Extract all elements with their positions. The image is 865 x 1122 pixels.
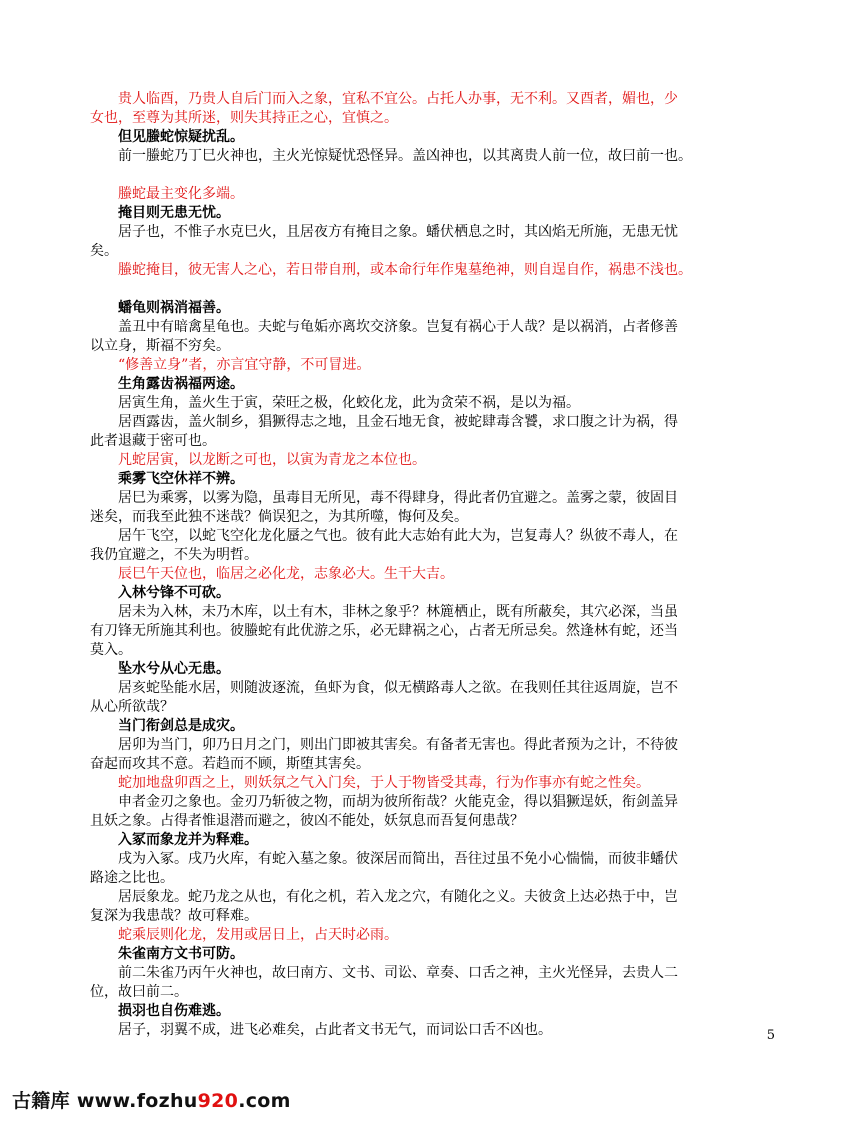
body-line: 居亥蛇坠能水居，则随波逐流，鱼虾为食，似无横路毒人之欲。在我则任其往返周旋，岂不 xyxy=(118,680,678,696)
watermark-brand: 古籍库 xyxy=(12,1090,70,1112)
verse-heading: 入林兮锋不可砍。 xyxy=(118,585,230,601)
body-line: 且妖之象。占得者惟退潜而避之，彼凶不能处，妖氛息而吾复何患哉？ xyxy=(90,813,524,829)
annotation-line: 螣蛇最主变化多端。 xyxy=(118,186,244,202)
verse-heading: 掩目则无患无忧。 xyxy=(118,205,230,221)
body-line: 路途之比也。 xyxy=(90,870,174,886)
annotation-line: 蛇乘辰则化龙，发用或居日上，占天时必雨。 xyxy=(118,927,398,943)
page-number: 5 xyxy=(766,1028,775,1043)
body-line: 前二朱雀乃丙午火神也，故曰南方、文书、司讼、章奏、口舌之神，主火光怪异，去贵人二 xyxy=(118,965,678,981)
body-line: 居寅生角，盖火生于寅，荣旺之极，化蛟化龙，此为贪荣不祸，是以为福。 xyxy=(118,395,580,411)
annotation-line: 辰巳午天位也，临居之必化龙，志象必大。生干大吉。 xyxy=(118,566,454,582)
body-line: 矣。 xyxy=(90,243,118,259)
body-line: 居酉露齿，盖火制乡，猖獗得志之地，且金石地无食，被蛇肆毒含饕，求口腹之计为祸，得 xyxy=(118,414,678,430)
verse-heading: 生角露齿祸福两途。 xyxy=(118,376,244,392)
body-line: 居子也，不惟子水克巳火，且居夜方有掩目之象。蟠伏栖息之时，其凶焰无所施，无患无忧 xyxy=(118,224,678,240)
verse-heading: 蟠龟则祸消福善。 xyxy=(118,300,230,316)
body-line: 居巳为乘雾，以雾为隐，虽毒目无所见，毒不得肆身，得此者仍宜避之。盖雾之蒙，彼固目 xyxy=(118,490,678,506)
verse-heading: 当门衔剑总是成灾。 xyxy=(118,718,244,734)
body-line: 居午飞空，以蛇飞空化龙化蜃之气也。彼有此大志始有此大为，岂复毒人？纵彼不毒人，在 xyxy=(118,528,678,544)
body-line: 居未为入林，未乃木库，以土有木，非林之象乎？林簏栖止，既有所蔽矣，其穴必深，当虽 xyxy=(118,604,678,620)
body-line: 前一螣蛇乃丁巳火神也，主火光惊疑忧恐怪异。盖凶神也，以其离贵人前一位，故曰前一也。 xyxy=(118,148,692,164)
watermark-url: www.fozhu920.com xyxy=(76,1090,291,1112)
body-line: 申者金刃之象也。金刃乃斩彼之物，而胡为彼所衔哉？火能克金，得以猖獗逞妖，衔剑盖异 xyxy=(118,794,678,810)
annotation-line: 贵人临酉，乃贵人自后门而入之象，宜私不宜公。占托人办事，无不利。又酉者，媚也，少 xyxy=(118,91,678,107)
body-line: 迷矣，而我至此独不迷哉？倘误犯之，为其所噬，悔何及矣。 xyxy=(90,509,468,525)
body-line: 有刀锋无所施其利也。彼螣蛇有此优游之乐，必无肆祸之心，占者无所忌矣。然逢林有蛇，还当 xyxy=(90,623,678,639)
body-line: 戌为入冢。戌乃火库，有蛇入墓之象。彼深居而简出，吾往过虽不免小心惴惴，而彼非蟠伏 xyxy=(118,851,678,867)
body-line: 我仍宜避之，不失为明哲。 xyxy=(90,547,258,563)
body-line: 奋起而攻其不意。若趋而不顾，斯堕其害矣。 xyxy=(90,756,370,772)
body-line: 居卯为当门，卯乃日月之门，则出门即被其害矣。有备者无害也。得此者预为之计，不待彼 xyxy=(118,737,678,753)
body-line: 以立身，斯福不穷矣。 xyxy=(90,338,230,354)
verse-heading: 朱雀南方文书可防。 xyxy=(118,946,244,962)
body-line: 盖丑中有暗禽星龟也。夫蛇与龟姤亦离坎交济象。岂复有祸心于人哉？是以祸消，占者修善 xyxy=(118,319,678,335)
verse-heading: 但见螣蛇惊疑扰乱。 xyxy=(118,129,244,145)
body-line: 从心所欲哉？ xyxy=(90,699,174,715)
body-line: 莫入。 xyxy=(90,642,132,658)
body-line: 位，故曰前二。 xyxy=(90,984,188,1000)
verse-heading: 入冢而象龙并为释难。 xyxy=(118,832,258,848)
verse-heading: 损羽也自伤难逃。 xyxy=(118,1003,230,1019)
annotation-line: “修善立身”者，亦言宜守静，不可冒进。 xyxy=(118,357,371,373)
verse-heading: 坠水兮从心无患。 xyxy=(118,661,230,677)
annotation-line: 蛇加地盘卯酉之上，则妖氛之气入门矣，于人于物皆受其毒，行为作事亦有蛇之性矣。 xyxy=(118,775,650,791)
watermark-footer xyxy=(12,1086,291,1113)
body-line: 此者退藏于密可也。 xyxy=(90,433,216,449)
body-line: 居子，羽翼不成，进飞必难矣，占此者文书无气，而词讼口舌不凶也。 xyxy=(118,1022,552,1038)
annotation-line: 凡蛇居寅，以龙断之可也，以寅为青龙之本位也。 xyxy=(118,452,426,468)
document-body xyxy=(90,90,790,1040)
verse-heading: 乘雾飞空休祥不辨。 xyxy=(118,471,244,487)
body-line: 居辰象龙。蛇乃龙之从也，有化之机，若入龙之穴，有随化之义。夫彼贪上达必热于中，岂 xyxy=(118,889,678,905)
annotation-line: 螣蛇掩目，彼无害人之心，若日带自刑，或本命行年作鬼墓绝神，则自逞自作，祸患不浅也。 xyxy=(118,262,692,278)
body-line: 复深为我患哉？故可释难。 xyxy=(90,908,258,924)
annotation-line: 女也，至尊为其所迷，则失其持正之心，宜慎之。 xyxy=(90,110,398,126)
